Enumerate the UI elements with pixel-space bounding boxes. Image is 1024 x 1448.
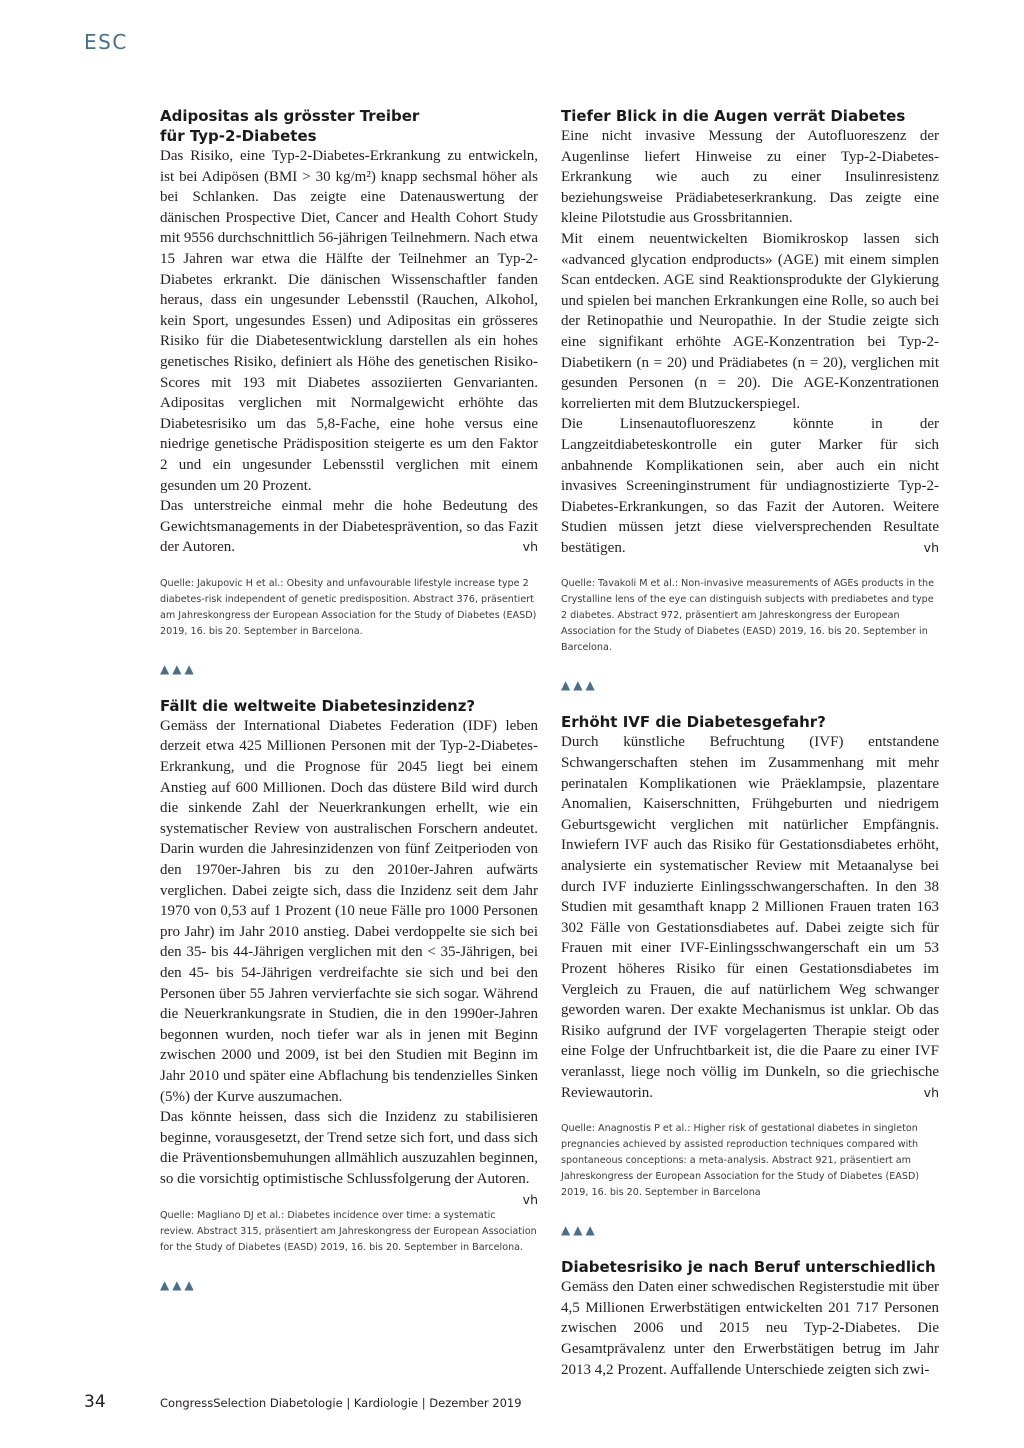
article-paragraph — [561, 732, 939, 1103]
section-divider-triangles: ▲▲▲ — [561, 1223, 598, 1238]
article-source: Quelle: Jakupovic H et al.: Obesity and unfavourable lifestyle increase type 2 diabetes-risk independent of genetic predisposition. Abstract 376, präsentiert am Jahreskongress der European Association for the Study of Diabetes (EASD) 2019, 16. bis 20. September in Barcelona. — [160, 577, 537, 637]
article-augen — [561, 106, 939, 656]
article-paragraph-text: Das könnte heissen, dass sich die Inzidenz zu stabilisieren beginne, vorausgesetzt, der Trend setze sich fort, und dass sich die Präventionsbemuhungen allmählich auszuzahlen beginnen, so die vorsichtig optimistische Schlussfolgerung der Autoren. — [160, 1109, 538, 1187]
section-divider-triangles: ▲▲▲ — [160, 661, 197, 676]
article-source: Quelle: Tavakoli M et al.: Non-invasive measurements of AGEs products in the Crystalline lens of the eye can distinguish subjects with prediabetes and type 2 diabetes. Abstract 972, präsentiert am Jahreskongress der European Association for the Study of Diabetes (EASD) 2019, 16. bis 20. September in Barcelona. — [561, 578, 935, 654]
publication-info: CongressSelection Diabetologie | Kardiologie | Dezember 2019 — [160, 1396, 522, 1410]
article-title: Fällt die weltweite Diabetesinzidenz? — [160, 696, 476, 715]
article-source: Quelle: Anagnostis P et al.: Higher risk of gestational diabetes in singleton pregnancies achieved by assisted reproduction techniques compared with spontaneous conceptions: a meta-analysis. Abstract 921, präsentiert am Jahreskongress der European Association for the Study of Diabetes (EASD) 2019, 16. bis 20. September in Barcelona — [561, 1123, 920, 1199]
article-source: Quelle: Magliano DJ et al.: Diabetes incidence over time: a systematic review. Abstract 315, präsentiert am Jahreskongress der European Association for the Study of Diabetes (EASD) 2019, 16. bis 20. September in Barcelona. — [160, 1209, 537, 1253]
author-signature: vh — [923, 1084, 939, 1100]
article-paragraph — [160, 1107, 538, 1207]
article-paragraph: Gemäss den Daten einer schwedischen Registerstudie mit über 4,5 Millionen Erwerbstätigen entwickelten 201 717 Personen zwischen 2006 und 2015 neu Typ-2-Diabetes. Die Gesamtprävalenz unter den Erwerbstätigen betrug im Jahr 2013 4,2 Prozent. Auffallende Unterschiede zeigten sich zwi- — [561, 1279, 939, 1378]
author-signature: vh — [522, 539, 538, 555]
page-number: 34 — [84, 1392, 106, 1412]
article-title: Erhöht IVF die Diabetesgefahr? — [561, 713, 826, 732]
article-paragraph — [160, 496, 538, 558]
author-signature: vh — [923, 539, 939, 555]
article-paragraph: Eine nicht invasive Messung der Autofluoreszenz der Augenlinse liefert Hinweise zu einer Typ-2-Diabetes-Erkrankung wie auch zu einer Insulinresistenz beziehungsweise Prädiabeteserkrankung. Das zeigte eine kleine Pilotstudie aus Grossbritannien. — [561, 128, 939, 227]
article-paragraph: Mit einem neuentwickelten Biomikroskop lassen sich «advanced glycation endproducts» (AGE) mit einem simplen Scan entdecken. AGE sind Reaktionsprodukte der Glykierung und spielen bei manchen Erkrankungen eine Rolle, so auch bei der Retinopathie und Neuropathie. In der Studie zeigte sich eine signifikant erhöhte AGE-Konzentration bei Typ-2-Diabetikern (n = 20) und Prädiabetes (n = 20), verglichen mit gesunden Personen (n = 20). Die AGE-Konzentrationen korrelierten mit dem Blutzuckerspiegel. — [561, 230, 939, 412]
article-paragraph: Das Risiko, eine Typ-2-Diabetes-Erkrankung zu entwickeln, ist bei Adipösen (BMI > 30 kg/m²) knapp sechsmal höher als bei Schlanken. Das zeigte eine Datenauswertung der dänischen Prospective Diet, Cancer and Health Cohort Study mit 9556 durchschnittlich 56-jährigen Teilnehmern. Nach etwa 15 Jahren war etwa die Hälfte der Teilnehmer an Typ-2-Diabetes erkrankt. Die dänischen Wissenschaftler fanden heraus, dass ein ungesunder Lebensstil (Rauchen, Alkohol, kein Sport, ungesundes Essen) und Adipositas ein grösseres Risiko für die Diabetesentwicklung darstellen als ein hohes genetisches Risiko, definiert als Höhe des genetischen Risiko-Scores mit 193 mit Diabetes assoziierten Genvarianten. Adipositas verglichen mit Normalgewicht erhöhte das Diabetesrisiko um das 5,8-Fache, eine hohe versus eine niedrige genetische Prädisposition steigerte es um den Faktor 2 und ein ungesunder Lebensstil verglichen mit einem gesunden um 20 Prozent. — [160, 148, 538, 494]
author-signature: vh — [522, 1191, 538, 1207]
article-title: Tiefer Blick in die Augen verrät Diabetes — [561, 107, 906, 125]
article-adipositas — [160, 106, 538, 640]
page-footer — [84, 1392, 940, 1416]
article-beruf — [561, 1257, 939, 1380]
article-paragraph-text: Die Linsenautofluoreszenz könnte in der Langzeitdiabeteskontrolle ein guter Marker für sich anbahnende Komplikationen sein, aber auch ein nicht invasives Screeninginstrument für undiagnostizierte Typ-2-Diabetes-Erkrankungen, so das Fazit der Autoren. Weitere Studien müssen jetzt diese vielversprechenden Resultate bestätigen. — [561, 416, 939, 556]
article-diabetesinzidenz — [160, 696, 538, 1256]
article-paragraph — [561, 414, 939, 558]
left-column — [160, 106, 538, 1312]
article-title: Diabetesrisiko je nach Beruf unterschiedlich — [561, 1258, 936, 1277]
section-label: ESC — [84, 30, 128, 54]
article-title — [160, 106, 538, 146]
article-title-line-2: für Typ-2-Diabetes — [160, 127, 317, 145]
article-paragraph: Gemäss der International Diabetes Federation (IDF) leben derzeit etwa 425 Millionen Personen mit der Typ-2-Diabetes-Erkrankung, und die Prognose für 2045 liegt bei einem Anstieg auf 600 Millionen. Doch das düstere Bild wird durch die sinkende Zahl der Neuerkrankungen erhellt, wie ein systematischer Review von australischen Forschern andeutet. Darin wurden die Jahresinzidenzen von fünf Zeitperioden von den 1970er-Jahren bis zu den 2010er-Jahren aufwärts verglichen. Dabei zeigte sich, dass die Inzidenz seit dem Jahr 1970 von 0,53 auf 1 Prozent (10 neue Fälle pro 1000 Personen pro Jahr) im Jahr 2010 anstieg. Dabei verdoppelte sie sich bei den 35- bis 44-Jährigen verglichen mit den < 35-Jährigen, bei den 45- bis 54-Jährigen verdreifachte sie sich und bei den Personen über 55 Jahren vervierfachte sie sich sogar. Während die Neuerkrankungsrate in Studien, die in den 1990er-Jahren begonnen wurden, noch tiefer war als in jenen mit Beginn zwischen 2000 und 2009, ist bei den Studien mit Beginn im Jahr 2010 und später eine Abflachung bis tendenzielles Sinken (5%) der Kurve auszumachen. — [160, 717, 538, 1105]
right-column — [561, 106, 939, 1380]
article-ivf — [561, 712, 939, 1201]
article-paragraph-text: Durch künstliche Befruchtung (IVF) entstandene Schwangerschaften stehen im Zusammenhang mit mehr perinatalen Komplikationen wie Präeklampsie, plazentare Anomalien, Kaiserschnitten, Frühgeburten und niedrigem Geburtsgewicht verglichen mit natürlicher Empfängnis. Inwiefern IVF auch das Risiko für Gestationsdiabetes erhöht, analysierte ein systematischer Review mit Metaanalyse bei durch IVF induzierte Einlingsschwangerschaften. In den 38 Studien mit gesamthaft knapp 2 Millionen Frauen traten 163 302 Fälle von Gestationsdiabetes auf. Dabei zeigte sich für Frauen mit einer IVF-Einlingsschwangerschaft ein um 53 Prozent höheres Risiko für einen Gestationsdiabetes im Vergleich zu Frauen, die auf natürlichem Weg schwanger geworden waren. Der exakte Mechanismus ist unklar. Ob das Risiko aufgrund der IVF vorgelagerten Therapie steigt oder eine Folge der Unfruchtbarkeit ist, die die Paare zu einer IVF veranlasst, liege noch völlig im Dunkeln, so die griechische Reviewautorin. — [561, 734, 939, 1101]
article-title-line-1: Adipositas als grösster Treiber — [160, 107, 420, 125]
section-divider-triangles: ▲▲▲ — [561, 678, 598, 693]
section-divider-triangles: ▲▲▲ — [160, 1277, 197, 1292]
article-paragraph-text: Das unterstreiche einmal mehr die hohe Bedeutung des Gewichtsmanagements in der Diabetesprävention, so das Fazit der Autoren. — [160, 498, 538, 556]
